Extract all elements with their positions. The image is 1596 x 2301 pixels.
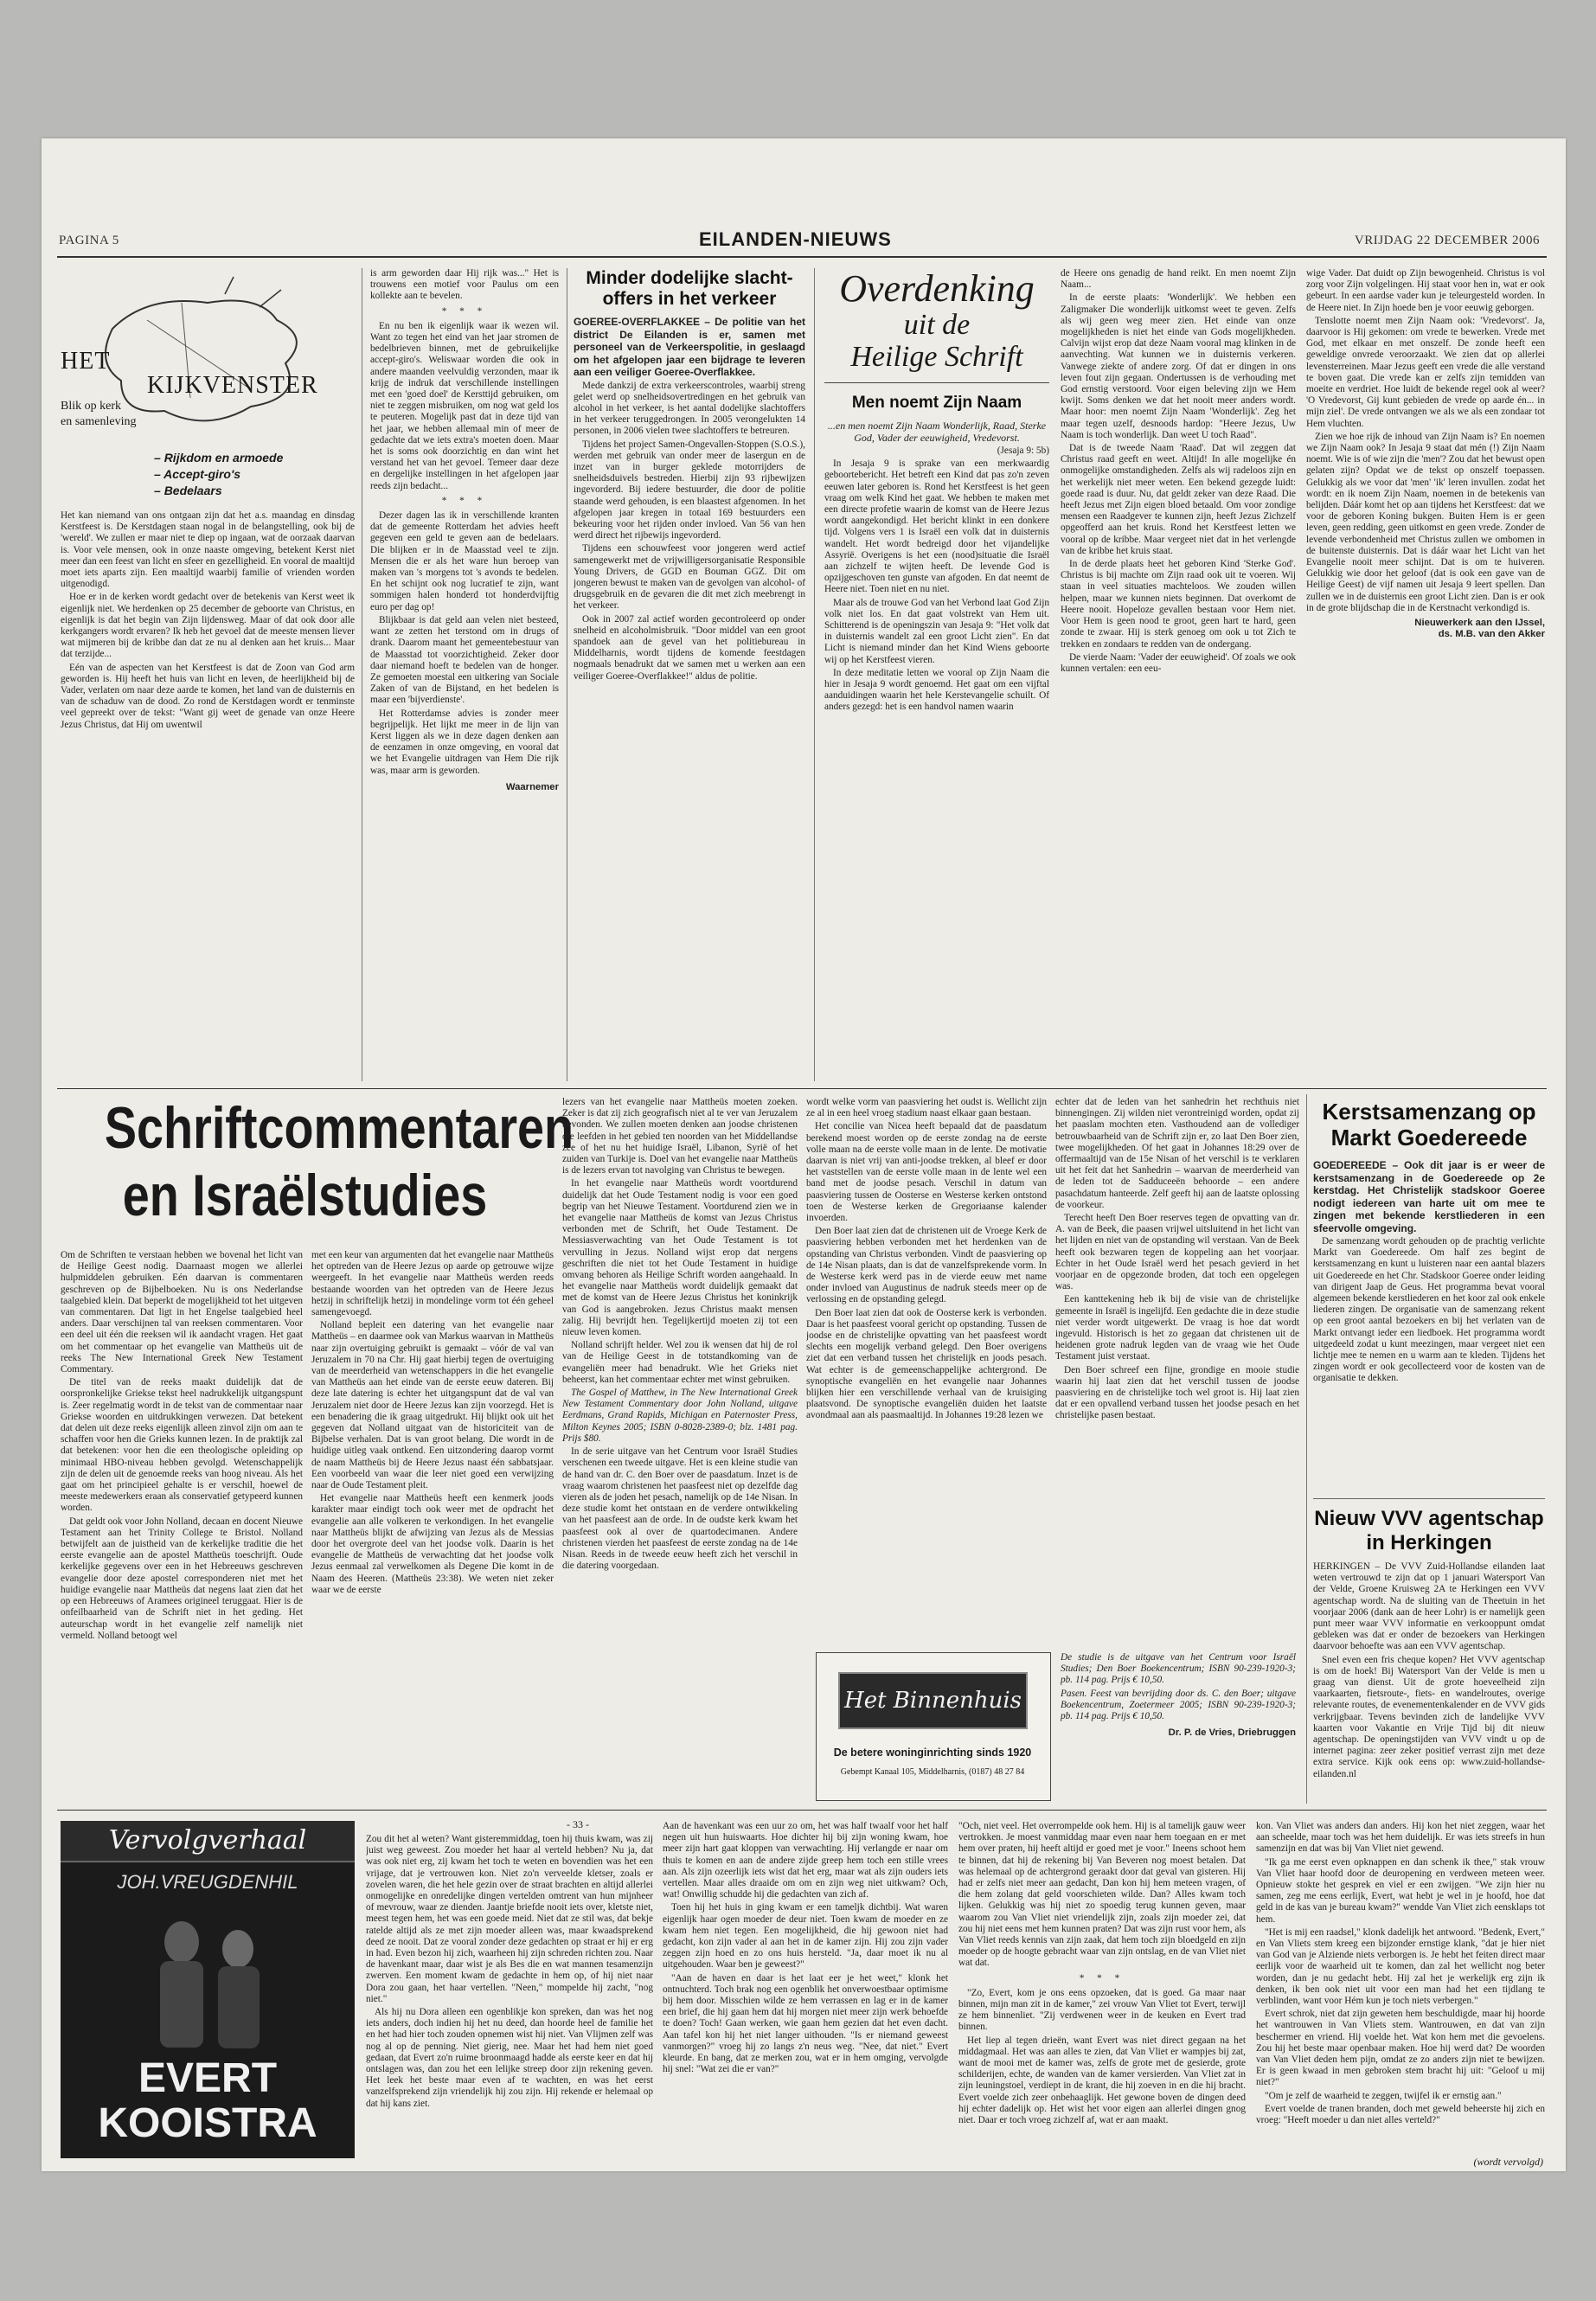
headline-kerst <box>1313 1099 1545 1150</box>
title-rule <box>824 382 1049 383</box>
paragraph: Blijkbaar is dat geld aan velen niet besteed, want ze zetten het terstond om in drugs of drank. Daarom maant het gemeentebestuur van de Maasstad tot voorzichtigheid. Zeker door daar niemand hoeft te bedelen van de honger. Ze gemoeten moestal een uitkering van Sociale Zaken of van de Bijstand, en het bedelen is maar een 'bijverdienste'. <box>370 614 559 706</box>
headline-vvv <box>1313 1507 1545 1555</box>
paragraph: En nu ben ik eigenlijk waar ik wezen wil. Want zo tegen het eind van het jaar stromen de bedelbrieven binnen, met de gebruikelijke accept-giro's. Weliswaar worden die ook in andere maanden veelvuldig verzonden, maar ik krijg de indruk dat verschillende instellingen met een 'goed doel' de Kersttijd gebruiken, om niet te zeggen misbruiken, om nog wat geld los te peuteren. Mogelijk past dat in deze tijd van het jaar, we hebben allemaal min of meer de gedachte dat we iets extra's moeten doen. Maar het is soms ook doorzichtig en dan wint het verstand het van het gevoel. Temeer daar deze en dergelijke instellingen in het afgelopen jaar reeds zijn bedacht... <box>370 320 559 491</box>
paragraph: In de derde plaats heet het geboren Kind 'Sterke God'. Christus is bij machte om Zijn raad ook uit te voeren. Wij staan in veel situaties machteloos. We zouden willen helpen, maar we kunnen niets beginnen. Dat overkomt de Heere nooit. Hopeloze gevallen bestaan voor Hem niet. Voor Hem is geen nood te groot, geen hart te hard, geen zonde te zwaar. Hij is sterk genoeg om ook u tot Zich te trekken en zondaars te redden van de ondergang. <box>1061 559 1296 650</box>
paragraph: De titel van de reeks maakt duidelijk dat de oorspronkelijke Griekse tekst heel nadrukkelijk uitgangspunt is. Zeer regelmatig wordt in de tekst van de commentaar naar Griekse woorden en uitdrukkingen verwezen. Dat betekent dat delen uit deze reeks eigenlijk alleen zinvol zijn om aan te schaffen voor hen die Grieks kunnen lezen. In de praktijk zal dat betekenen: voor hen die een theologische opleiding op minimaal HBO-niveau hebben gevolgd. Wetenschappelijk zijn de delen uit de genoemde reeks van hoog niveau. Als het gaat om het principieel gehalte is er verschil, hoewel de meeste medewerkers eraan als conservatief getypeerd kunnen worden. <box>61 1377 303 1514</box>
story-col-4 <box>1256 1821 1545 2154</box>
issue-date: VRIJDAG 22 DECEMBER 2006 <box>1354 234 1540 247</box>
bullet-item: – Bedelaars <box>154 484 222 497</box>
book-title <box>61 2056 355 2146</box>
masthead: EILANDEN-NIEUWS <box>699 228 892 250</box>
paragraph: Maar als de trouwe God van het Verbond laat God Zijn volk niet los. En dat gaat volstrekt van Hem uit. Schitterend is de openingszin van Jesaja 9: "Het volk dat in duisternis wandelt zal een groot Licht zien". En dat Licht is niemand minder dan het Kind Wiens geboorte wij op het Kerstfeest vieren. <box>824 597 1049 665</box>
overdenking-col-1 <box>824 420 1049 1077</box>
headline-line: offers in het verkeer <box>602 289 777 309</box>
paragraph: Aan de havenkant was een uur zo om, het was half twaalf voor het half negen uit hun huiswaarts. Hoe dichter hij bij zijn woning kwam, hoe meer zijn hart gaat kloppen van verwachting. Hij verlangde er naar om thuis te komen en aan de andere zijde greep hem toch een stille vrees aan. Als zijn ozeerlijk iets wist dat het erg, maar wat als zijn ouders iets vertellen. Maar alles draaide om om en zijn weg niet uitkwam? Och, wat! Onwillig schudde hij die gedachten van zich af. <box>663 1821 948 1900</box>
headline-line: Schriftcommentaren <box>104 1095 574 1161</box>
overdenking-title <box>820 268 1054 374</box>
title-line: Overdenking <box>839 267 1035 310</box>
story-col-3 <box>958 1821 1246 2163</box>
paragraph: "Om je zelf de waarheid te zeggen, twijfel ik er ernstig aan." <box>1265 2090 1502 2101</box>
paragraph: Dezer dagen las ik in verschillende kranten dat de gemeente Rotterdam het advies heeft gegeven een geld te geven aan de bedelaars. Die blijken er in de Maasstad veel te zijn. Mensen die er als het ware hun beroep van maken van 's morgens tot 's avonds te bedelen. En het schijnt ook nog lucratief te zijn, want sommigen halen honderd tot honderdvijftig euro per dag op! <box>370 510 559 612</box>
ad-slogan: De betere woninginrichting sinds 1920 <box>833 1747 1032 1759</box>
newspaper-sheet <box>42 138 1566 2171</box>
schrift-col-3 <box>562 1097 798 1945</box>
bullet-text: Bedelaars <box>163 484 222 497</box>
header-rule <box>57 256 1547 258</box>
column-divider <box>1306 1094 1307 1804</box>
headline-line: en Israëlstudies <box>122 1163 488 1228</box>
paragraph: "Ik ga me eerst even opknappen en dan schenk ik thee," stak vrouw Van Vliet haar hoofd door de deuropening en verdween meteen weer. Opnieuw stokte het gesprek en viel er een zwijgen. "We zijn hier nu samen, zeg me eens eerlijk, Evert, wat hebt je wel in je hoofd, hoe dat geld in de kas van je bureau kwam?" wendde Van Vliet zich eensklaps tot hem. <box>1256 1856 1545 1925</box>
bible-reference: (Jesaja 9: 5b) <box>997 445 1049 456</box>
paragraph: Nolland bepleit een datering van het evangelie naar Mattheüs – en daarmee ook van Markus waarvan in Mattheüs naar zijn overtuiging gebruikt is gemaakt – vóór de val van Jeruzalem in 70 na Chr. Hij gaat hierbij tegen de overtuiging van de meerderheid van wetenschappers in die het evangelie van Mattheüs aan het einde van de eerste eeuw dateren. Bij deze late datering is echter het uitgangspunt dat de val van Jeruzalem niet door de Heere Jezus kan zijn voorzegd. Het is een benadering die ik graag uitgedrukt. Hij blijkt ook uit het gegeven dat Nolland uitgaat van de historiciteit van de Bijbelse verhalen. Dat is van groot belang. Die wordt in de huidige uitleg vaak ontkend. Een uitzondering daarop vormt de naam Mattheüs bij de Heere Jezus naast één sabbatsjaar. Een voorbeeld van waar die leer niet goed een verwijzing naar de Oude Testament pleit. <box>311 1320 554 1491</box>
bullet-item: – Rijkdom en armoede <box>154 451 284 465</box>
headline-line: Minder dodelijke slacht- <box>586 268 793 288</box>
headline-line: Nieuw VVV agentschap <box>1314 1507 1544 1530</box>
schrift-col-5 <box>1055 1097 1299 1642</box>
story-col-1 <box>366 1834 653 2163</box>
schrift-col-4 <box>806 1097 1047 1642</box>
column-divider <box>814 268 815 1081</box>
paragraph: "Zo, Evert, kom je ons eens opzoeken, dat is goed. Ga maar naar binnen, mijn man zit in de kamer," zei vrouw Van Vliet tot Evert, terwijl ze hem binnenliet. "Zij verdwenen weer in de keuken en Evert trad binnen. <box>958 1987 1246 2033</box>
article-rule <box>1313 1498 1545 1499</box>
page-number: PAGINA 5 <box>59 234 119 247</box>
headline-line: Kerstsamenzang op <box>1322 1099 1536 1125</box>
vervolg-banner <box>61 1821 355 1862</box>
headline-verkeer <box>574 268 805 310</box>
paragraph: Om de Schriften te verstaan hebben we bovenal het licht van de Heilige Geest nodig. Daarnaast mogen we allerlei hulpmiddelen gebruiken. Eén daarvan is commentaren geschreven op de Bijbelboeken. Nu is ons Nederlandse taalgebied klein. Dat beperkt de mogelijkheid tot het uitgeven van commentaren. Dat ligt in het Engelse taalgebied heel anders. Daar verschijnen tal van reeksen commentaren. Voor een deel uit één die reeksen wil ik aandacht vragen. Het gaat om het commentaar op het evangelie van Mattheüs uit de reeks The New International Greek New Testament Commentary. <box>61 1250 303 1375</box>
paragraph: Dat geldt ook voor John Nolland, decaan en docent Nieuwe Testament aan het Trinity College te Bristol. Nolland betwijfelt aan de juistheid van de kerkelijke traditie die het eerste evangelie aan de apostel Mattheüs toeschrijft. Oude kerkelijke gegevens over een in het Hebreeuws geschreven evangelie door deze apostel corresponderen niet met het huidige evangelie naar Mattheüs dat negens laat zien dat het op een Hebreeuws of Aramees origineel teruggaat. Hier is de onfeilbaarheid van de Schrift niet in het geding. Het auteurschap wordt in het evangelie zelf namelijk niet vermeld. Nolland betoogt wel <box>61 1516 303 1641</box>
paragraph: Hoe er in de kerken wordt gedacht over de betekenis van Kerst weet ik eigenlijk niet. We herdenken op 25 december de geboorte van Christus, en eigenlijk is dat het begin van Zijn lijdensweg. Maar of dat ook door alle kerkgangers wordt ervaren? Ik heb het gevoel dat de meeste mensen liever wat mijmeren bij de kribbe dan dat ze nu al denken aan het kruis... Maar dat terzijde... <box>61 592 355 660</box>
signature: Waarnemer <box>505 781 559 792</box>
vvv-article <box>1313 1561 1545 1804</box>
paragraph: is arm geworden daar Hij rijk was..." Het is trouwens een motief voor Paulus om een kollekte aan te bevelen. <box>370 268 559 302</box>
title-line: uit de <box>903 309 971 341</box>
ad-address: Gebempt Kanaal 105, Middelharnis, (0187) 48 27 84 <box>840 1767 1025 1777</box>
paragraph: Dat is de tweede Naam 'Raad'. Dat wil zeggen dat Christus raad geeft en weet. Altijd! In alle mogelijke én onmogelijke omstandigheden. Zelfs als wij radeloos zijn en het werkelijk niet meer weten. Een bekend gezegde luidt: goede raad is duur. Nu, dat geldt zeker van deze Raad. Die heeft Jezus met Zijn eigen bloed betaald. Om voor zondige mensen een Raadgever te kunnen zijn, heeft Jezus Zichzelf opgeofferd aan het kruis. Rond het Kerstfeest letten we vooral op de kribbe. Maar vergeet niet dat in het verlengde van de kribbe het kruis staat. <box>1061 443 1296 556</box>
paragraph: Als hij nu Dora alleen een ogenblikje kon spreken, dan was het nog iets anders, doch indien hij het nu deed, dan hoorde heel de familie het en het had hier toch zouden opnemen wist hij niet. Van Vlijmen zelf was nog al op de penning. Niet gierig, nee. Maar het had hem niet goed gedaan, dat Evert zo'n ruime broonmaagd hadde als eerste keer en dat hij ontslagen was, dan zou het een lelijke streep door zijn rekening geven. Het leek het beste maar even af te wachten, en was het eerst vanzelfsprekend zijn vriendelijk hij zou zijn. Hij rekende er helemaal op dat hij kans ziet. <box>366 2007 653 2109</box>
paragraph: Tijdens het project Samen-Ongevallen-Stoppen (S.O.S.), werden met gebruik van onder meer de lasergun en de inzet van in burger geklede motorrijders de snelheidsduivels bestreden. Hierbij zijn 93 rijbewijzen ingevorderd. Bij iedere bestuurder, die door de politie staande werd gehouden, is een blaastest afgenomen. In het afgelopen jaar kregen in totaal 169 bestuurders een bekeuring voor het rijden onder invloed. Van 56 van hen werd direct het rijbewijs ingevorderd. <box>574 439 805 542</box>
bullet-text: Rijkdom en armoede <box>163 451 284 465</box>
paragraph: In de eerste plaats: 'Wonderlijk'. We hebben een Zaligmaker Die wonderlijk uitkomst weet te geven. Zelfs als wij geen weg meer zien. Het einde van onze mogelijkheden is niet het einde van Gods mogelijkheden. Calvijn wijst erop dat deze Naam vooral mag klinken in de aanvechting. Wat kunnen we in duisternis verkeren. Vanwege ziekte of andere zorg. Of dat er dingen in ons leven fout zijn gegaan. Ondertussen is de verhouding met God ernstig verstoord. Voor eigen beleving zijn we Hem kwijt. Soms denken we dat het nooit meer anders wordt. Maar hoor: men noemt Zijn Naam 'Wonderlijk'. Zeg het maar tegen uzelf, desnoods hardop: "Heere Jezus, Uw Naam is toch wonderlijk. Dan weet U toch Raad". <box>1061 292 1296 440</box>
paragraph: Den Boer laat zien dat de christenen uit de Vroege Kerk de paasviering hebben verbonden met het herdenken van de opstanding van Christus verbonden. Vindt de paasviering op de 14e Nisan plaats, dan is dat de vanzelfsprekende vorm. In de Westerse kerk werd pas in de vierde eeuw met name onder invloed van Augustinus de nadruk steeds meer op de verlossing en de opstanding gelegd. <box>806 1226 1047 1305</box>
paragraph: Zien we hoe rijk de inhoud van Zijn Naam is? En noemen we Zijn Naam ook? In Jesaja 9 staat dat mén (!) Zijn Naam noemt. Wie is of wie zijn die 'men'? Zou dat het bewust open gelaten zijn? Opdat we de tekst op onszelf toepassen. Gelukkig als we voor dat 'men' 'ik' leren invullen. zodat het wordt: en ik noem Zijn Naam, noemen in de betekenis van belijden. Dáár komt het op aan tijdens het Kerstfeest: dat we voor de geboren Koning bukgen. Buiten Hem is er geen leven, geen redding, geen uitkomst en geen vrede. Zonder de levende verbondenheid met Christus zullen we ombomen in de buitenste duisternis. Dat is dáár waar het Licht van het Evangelie nooit meer schijnt. Dat is om te huiveren. Gelukkig wie door het geloof (dat is ook een gave van de Heilige Geest) de vijf namen uit Jesaja 9 leert spellen. Dan zullen we in de duisternis een groot Licht zien. Dan is er ook in de grote blijdschap die in de Kerstnacht verkondigd is. <box>1306 431 1545 613</box>
paragraph: Zou dit het al weten? Want gisteremmiddag, toen hij thuis kwam, was zij juist weg geweest. Zou moeder het haar al verteld hebben? Nu ja, dat was ook niet erg, zij kwam het toch te weten en bovendien was het een vrijage, dat je vertrouwen kon. Niet zo'n verveelde kletser, zoals er zovelen waren, die het hele gezin over de straat brachten en altijd allerlei onmogelijke en onredelijke dingen vertelden omtrent van hun mijnheer of mevrouw, waar ze dienden. Jaantje briefde nooit iets over, kletste niet, meest tegen hem, het was een goede meid. Niet dat ze stil was, dat bekje ratelde altijd als ze met zijn moeder alleen was, maar kwaadsprekend deed ze nooit. Dat ze vooral zonder deze gedachten op straat er hij er erg in had. Even bezon hij zich, waarheen hij zijn schreden richten zou. Naar de havenkant maar, daar wist je als Bes die en wat mannen tesamenzijn zwerven. Een moment kwam de gedachte in hem op, of hij niet naar Dora zou gaan, het haar vertellen. "Neen," mompelde hij zacht, "nog niet." <box>366 1834 653 2004</box>
kerst-article <box>1313 1159 1545 1488</box>
paragraph: De samenzang wordt gehouden op de prachtig verlichte Markt van Goedereede. Om half zes begint de kerstsamenzang en kunt u luisteren naar een aantal blazers uit Goedereede en het Chr. Stadskoor Goeree onder leiding van dirigent Jaap de Geus. Het programma bevat vooral algemeen bekende kerstliederen en het koor zal ook enkele liederen zingen. De organisatie van de samenzang rekent op een groot aantal bezoekers en bij het verlaten van de Markt ontvangt ieder een liedboek. Het programma wordt uitgedeeld zodat u kunt meezingen, maar vergeet niet een lichtje mee te nemen en u warm aan te kleden. Tijdens het zingen wordt er ook gecollecteerd voor de kosten van de organisatie te dekken. <box>1313 1236 1545 1384</box>
paragraph: In de serie uitgave van het Centrum voor Israël Studies verschenen een tweede uitgave. Het is een kleine studie van de hand van dr. C. den Boer over de paasdatum. Inzet is de vraag waarom christenen het paasfeest niet op dezelfde dag vieren als de joden het pesach, namelijk op de 14e Nisan. In deze studie komt het ontstaan en de verdere ontwikkeling van het paasfeest aan de orde. In de oudste kerk kwam het paasfeest ook al over de quartodecimanen. Andere christenen vierden het paasfeest de eerste zondag na de 14e Nisan. Reeds in de tweede eeuw heeft zich het verschil in die datering voorgedaan. <box>562 1446 798 1572</box>
signature-name: ds. M.B. van den Akker <box>1438 629 1545 640</box>
paragraph: de Heere ons genadig de hand reikt. En men noemt Zijn Naam... <box>1061 268 1296 291</box>
paragraph: "Och, niet veel. Het overrompelde ook hem. Hij is al tamelijk gauw weer vertrokken. Je moest vanmiddag maar even naar hem toegaan en er met hem over praten, hij heeft altijd er goed met je voor." Ineens schoot hem te binnen, dat hij de rekening bij Van Beveren nog moest betalen. Dat was helemaal op de achtergrond geraakt door dat geval van gisteren. Hij had er zelfs niet meer aan gedacht, Dan kon hij hem meteen vragen, of die hem zolang dat geld voorschieten wilde. Dan? Alles kwam toch lijken. Gelukkig was hij niet zo spoedig terug kunnen geven, maar waarom zou Van Vliet niet vriendelijk zijn, zoals zijn moeder zei, dat zou hij niet eens met hem kunnen praten? Dat was zijn rust voor hem, als Van Vliet reeds kennis van zijn zaak, dat hem toch zijn bloedgeld en zijn moeder op de hoogte gebracht waar van zijn ontslag, en de van Vliet niet wat dat. <box>958 1821 1246 1969</box>
paragraph: met een keur van argumenten dat het evangelie naar Mattheüs het optreden van de Heere Jezus op aarde op getrouwe wijze weergeeft. In het evangelie naar Mattheüs werden reeds bestaande woorden van het optreden van de Heere Jezus hetzij in schriftelijk hetzij in mondelinge vorm tot één geheel samengevoegd. <box>311 1250 554 1318</box>
paragraph: wordt welke vorm van paasviering het oudst is. Wellicht zijn ze al in een heel vroeg stadium naast elkaar gaan bestaan. <box>806 1097 1047 1119</box>
paragraph: Het concilie van Nicea heeft bepaald dat de paasdatum berekend moest worden op de eerste zondag na de eerste volle maan na de eerste volle maan in de lente. De motivatie daarvan is niet vrij van anti-joodse trekken, al bleef er door het vaststellen van de eerste volle maan in de lente wel een band met de joodse pesach. Verschil in datum van paasviering tussen de Oosterse en Westerse kerken ontstond toen de Westerse kerken de Gregoriaanse kalender invoerden. <box>806 1121 1047 1224</box>
citation: Pasen. Feest van bevrijding door ds. C. den Boer; uitgave Boekencentrum, Zoetermeer 2005; ISBN 90-239-1920-3; pb. 114 pag. Prijs € 10,50. <box>1061 1688 1296 1722</box>
lead: GOEREE-OVERFLAKKEE – De politie van het district De Eilanden is er, samen met personeel van de Verkeerspolitie, in geslaagd om het afgelopen jaar een bijdrage te leveren aan een veiliger Goeree-Overflakkee. <box>574 316 805 378</box>
vervolgverhaal-block <box>61 1821 355 2158</box>
paragraph: Evert schrok, niet dat zijn geweten hem beschuldigde, maar hij hoorde het wantrouwen in Van Vliets stem. Wantrouwen, en dat van zijn beschermer en vriend. Hij voelde het. Wat kon hem met die gevoelens. Zou hij het beste maar openbaar maken. Hoe hij werd dat? De woorden van Van Vliet deden hem pijn, omdat ze zo anders zijn niet te bewijzen. Er is geen kwaad in men gebroken stem bracht hij uit: "Geloof u mij niet?" <box>1256 2009 1545 2088</box>
overdenking-col-3 <box>1306 268 1545 1077</box>
citation: De studie is de uitgave van het Centrum voor Israël Studies; Den Boer Boekencentrum; ISBN 90-239-1920-3; pb. 114 pag. Prijs € 10,50. <box>1061 1652 1296 1686</box>
paragraph: Den Boer schreef een fijne, grondige en mooie studie waarin hij laat zien dat het verschil tussen de joodse paasviering en de christelijke toch wel groot is. Hij laat zien dat er een opvallend verband tussen het joodse pesach en het christelijke pasen bestaat. <box>1055 1364 1299 1421</box>
overdenking-subtitle: Men noemt Zijn Naam <box>851 394 1022 412</box>
paragraph: echter dat de leden van het sanhedrin het rechthuis niet binnengingen. Zij wilden niet verontreinigd worden, opdat zij het paaslam mochten eten. Vasthoudend aan de vollediger betrouwbaarheid van de Schrift zijn er, zo laat Den Boer zien, twee mogelijkheden. Of het gaat in Johannes 18:29 over de offermaaltijd van de 15e Nisan of het verschil is te verklaren uit het feit dat het Sanhedrin – waarvan de meerderheid van de leden tot de Sadduceeën behoorde – een andere pasachdatum hanteerde. Zelf geeft hij aan de laatste oplossing de voorkeur. <box>1055 1097 1299 1210</box>
paragraph: In Jesaja 9 is sprake van een merkwaardig geboortebericht. Het betreft een Kind dat pas zo'n zeven eeuwen later geboren is. Rond het Kerstfeest is het geen vraag om welk Kind het gaat. We hebben te maken met een directe profetie waarin de komst van de Heere Jezus wordt aangekondigd. Het bericht klinkt in een donkere tijd. Volgens vers 1 is Israël een volk dat in duisternis wandelt. Het wordt bedreigd door het vijandelijke Assyrië. Overigens is het een (nood)situatie die Israël aan zichzelf te wijten heeft. De levende God is opzijgeschoven ten gunste van afgoden. En dat neemt de Heere niet. Toen niet en nu niet. <box>824 458 1049 595</box>
separator-stars: * * * <box>441 305 488 317</box>
paragraph: Tenslotte noemt men Zijn Naam ook: 'Vredevorst'. Ja, daarvoor is Hij gekomen: om vrede te bewerken. Vrede met God, met elkaar en met onszelf. De zonde heeft een geweldige onvrede veroorzaakt. We zien dat op allerlei levensterreinen. Maar Jezus geeft een vrede die alle verstand te boven gaat. Die vrede kan er zelfs zijn temidden van moeite en verdriet. Hoe luidt de bekende regel ook al weer? 'O Vredevorst, Gij kunt gebieden de vrede op aarde én... in mijn ziel'. De vrede ontvangen we als we als een zondaar tot Hem vluchten. <box>1306 315 1545 429</box>
logo-sub-2: en samenleving <box>61 415 137 428</box>
paragraph: Nolland schrijft helder. Wel zou ik wensen dat hij de rol van de Heilige Geest in de totstandkoming van de evangeliën meer had benadrukt. Wie het Grieks niet beheerst, kan het commentaar echter met winst gebruiken. <box>562 1340 798 1385</box>
kijkvenster-logo <box>61 268 346 441</box>
paragraph: Mede dankzij de extra verkeerscontroles, waarbij streng gelet werd op snelheidsovertredingen en het gebruik van alcohol in het verkeer, is het aantal dodelijke slachtoffers in het verkeer teruggedrongen. In 2005 verongelukten 14 personen, in 2006 vielen twee slachtoffers te betreuren. <box>574 380 805 437</box>
paragraph: Evert voelde de tranen branden, doch met geweld beheerste hij zich en vroeg: "Heeft moeder u dan niet alles verteld?" <box>1256 2103 1545 2126</box>
kijkvenster-col-2 <box>370 268 559 1077</box>
verkeer-article <box>574 316 805 1077</box>
paragraph: Toen hij het huis in ging kwam er een tameljk dichtbij. Wat waren eigenlijk haar ogen moeder de deur niet. Toen kwam de moeder en ze kwam hem niet tegen. Een mogelijkheid, die hij gewoon niet had gedacht, kon zijn vader al aan het in de kamer zijn. Hij zou zijn vader zeggen zijn hoed en zo ons huis hersteld. "Ja, daar moet ik nu al uitgehouden. Waar ben je geweest?" <box>663 1902 948 1971</box>
overdenking-col-2 <box>1061 268 1296 1077</box>
book-title-line: KOOISTRA <box>98 2100 317 2146</box>
paragraph: Snel even een fris cheque kopen? Het VVV agentschap is om de hoek! Bij Watersport Van der Velde is men u graag van dienst. Uit de grote hoeveelheid zijn vaarkaarten, fietsroute-, fiets- en wandelroutes, overige relevante routes, de evenementenkalender en de VVV gids verkrijgbaar. Tevens bevinden zich de landelijke VVV kaarten voor Vakantie en Vrije Tijd bij dit nieuw agentschap. De openingstijden van VVV vindt u op de internet pagina: zeer zeker positief verrast zijn met deze extra service. Kijk ook eens op: www.zuid-hollandse-eilanden.nl <box>1313 1654 1545 1779</box>
paragraph: Het kan niemand van ons ontgaan zijn dat het a.s. maandag en dinsdag Kerstfeest is. De Kerstdagen staan nogal in de belangstelling, ook bij de 'wereld'. We zullen er maar niet te diep op ingaan, wat de oorzaak daarvan is. Voor vele mensen, ook in onze naaste omgeving, betekent Kerst niet meer dan een feest van licht en sfeer en gezelligheid. En vooral de maaltijd moet iets aparts zijn. Een maaltijd waarbij familie of vrienden worden uitgenodigd. <box>61 510 355 590</box>
paragraph: HERKINGEN – De VVV Zuid-Hollandse eilanden laat weten vertrouwd te zijn dat op 1 januari Watersport Van der Velde, Groene Kruisweg 2A te Herkingen een VVV agentschap wordt. Na de sluiting van de Theetuin in het voorjaar 2006 (dank aan de heer Lohr) is er namelijk geen punt meer waar VVV informatie en verkooppunt omdat gebleken was dat er onder de bezoekers van Herkingen daarvoor behoefte was aan een VVV agentschap. <box>1313 1561 1545 1652</box>
separator-stars: * * * <box>441 495 488 506</box>
paragraph: Het evangelie naar Mattheüs heeft een kenmerk joods karakter maar eindigt toch ook weer met de opdracht het evangelie aan alle volkeren te verkondigen. In het evangelie naar Mattheüs blijkt de afwijzing van Jezus als de Messias door het overgrote deel van het joodse volk. Daarin is het evangelie de Mattheüs de verwachting dat het joodse volk Jezus eenmaal zal verwelkomen als Degene Die komt in de Naam des Heeren. (Mattheüs 23:38). We weten niet zeker waar we de eerste <box>311 1493 554 1595</box>
paragraph: Het liep al tegen drieën, want Evert was niet direct gegaan na het middagmaal. Het was aan alles te zien, dat Van Vliet er wampjes bij zat, want de mooi met de kamer was, zelfs de grote met de gesierde, grote schilderijen, echte, de wanden van de kamer versierden. Van Vliet zat in zijn leuningstoel, verdiept in de krant, die hij zoeven in en die hij bracht. Evert voelde zich zeer onbehaaglijk. Het gewone boven de dingen deed hij echter dadelijk op. Het wist het voor eigen aan allerlei dingen gnog niet. Daar er toch vroeg zichzelf af, wat er aan maakt. <box>958 2035 1246 2126</box>
signature-place: Nieuwerkerk aan den IJssel, <box>1414 618 1545 629</box>
title-line: Heilige Schrift <box>850 341 1023 373</box>
bullet-item: – Accept-giro's <box>154 467 241 481</box>
citation: The Gospel of Matthew, in The New International Greek New Testament Commentary door John Nolland, uitgave Eerdmans, Grand Rapids, Michigan en Paternoster Press, Milton Keynes 2005; ISBN 0-8028-2389-0; blz. 1481 pag. Prijs $80. <box>562 1388 798 1444</box>
quote: ...en men noemt Zijn Naam Wonderlijk, Raad, Sterke God, Vader der eeuwigheid, Vredevorst. <box>827 420 1047 444</box>
paragraph: Eén van de aspecten van het Kerstfeest is dat de Zoon van God arm geworden is. Hij heeft het huis van licht en leven, de heerlijkheid bij de Vader, verlaten om naar deze aarde te komen, het land van de duisternis en van de schaduw van de dood. Zo rond de Kerstdagen wordt er tenminste veel gepreekt over de tekst: "Want gij weet de genade van onze Heere Jezus Christus, dat Hij om uwentwil <box>61 662 355 730</box>
paragraph: lezers van het evangelie naar Mattheüs moeten zoeken. Zeker is dat zij zich geografisch niet al te ver van Jeruzalem bevonden. We zullen moeten denken aan joodse christenen die leefden in het gebied ten noorden van het Middellandse zee of het nu het huidige Israël, Libanon, Syrië of het zuiden van Turkije is. Doel van het evangelie naar Mattheüs is de lezers ervan tot navolging van Christus te bewegen. <box>562 1097 798 1176</box>
paragraph: wige Vader. Dat duidt op Zijn bewogenheid. Christus is vol zorg voor Zijn volgelingen. Hij staat voor hen in, wat er ook gebeurt. In een aardse vader kun je teleurgesteld worden. In de Heere niet. In Zijn hoede ben je voor eeuwig geborgen. <box>1306 268 1545 313</box>
logo-kijkvenster: KIJKVENSTER <box>147 372 318 399</box>
headline-schrift <box>104 1094 574 1229</box>
paragraph: kon. Van Vliet was anders dan anders. Hij kon het niet zeggen, waar het aan scheelde, maar toch was het hem duidelijk. Er was iets streefs in hun samenzijn en dat was bij Van Vliet niet gewend. <box>1256 1821 1545 1855</box>
paragraph: Het Rotterdamse advies is zonder meer begrijpelijk. Het lijkt me meer in de lijn van Kerst liggen als we in deze dagen denken aan de eenzamen in onze omgeving, en vooral dat we het Evangelie uitdragen van Hem Die rijk was, maar arm is geworden. <box>370 708 559 776</box>
section-rule <box>57 1088 1547 1089</box>
headline-line: Markt Goedereede <box>1330 1125 1528 1150</box>
story-page-number: - 33 - <box>567 1818 589 1830</box>
paragraph: "Aan de haven en daar is het laat eer je het weet," klonk het ontnuchterd. Toch brak nog een ogenblik het onverwoestbaar optimisme bij hem door. Misschien wilde ze hem verrassen en lag er in de kamer een brief, die hij gaan hem dat hij morgen niet meer zijn werk behoefde te doen? Toch! Gaan werken, wie gaan hem gezien dat het even dacht. Aan tafel kon hij het niet langer uithouden. "Is er niemand geweest vanmorgen?" vroeg hij zo langs z'n neus weg. "Nee, dat niet." Evert kleurde. En bang, dat ze merken zou, wat er in hem omging, vervolgde hij snel: "Wat zei die er van?" <box>663 1972 948 2075</box>
kijkvenster-bullets <box>154 450 353 499</box>
story-col-2 <box>663 1821 948 2163</box>
paragraph: De vierde Naam: 'Vader der eeuwigheid'. Of zoals we ook kunnen vertalen: een eeu- <box>1061 651 1296 674</box>
signature: Dr. P. de Vries, Driebruggen <box>1168 1727 1296 1739</box>
bullet-text: Accept-giro's <box>163 467 241 481</box>
section-rule <box>57 1810 1547 1811</box>
ad-brand: Het Binnenhuis <box>844 1688 1022 1714</box>
separator-stars: * * * <box>1079 1972 1125 1984</box>
book-title-line: EVERT <box>138 2055 278 2101</box>
to-be-continued: (wordt vervolgd) <box>1473 2156 1543 2168</box>
paragraph: "Het is mij een raadsel," klonk dadelijk het antwoord. "Bedenk, Evert," en Van Vliets stem kreeg een bijzonder ernstige klank, "dat je hier niet van God van je Alziende niets verborgen is. Je hebt het feiten direct maar eerlijk voor de waarheid uit te komen, dan zal het wellicht nog beter worden, dan je nu gedacht hebt. Hij zal het je werkelijk erg zijn ik denken, ik ben ook niet uit voor een man had het een tijdlang te verblinden, want voor Hém kun je toch niets verbergen." <box>1256 1926 1545 2007</box>
ad-logo-frame <box>838 1672 1028 1729</box>
illustration-figures-icon <box>121 1907 294 2054</box>
schrift-footer <box>1061 1652 1296 1799</box>
logo-sub-1: Blik op kerk <box>61 400 121 413</box>
book-author: JOH.VREUGDENHIL <box>117 1871 298 1893</box>
paragraph: Tijdens een schouwfeest voor jongeren werd actief samengewerkt met de vrijwilligersorganisatie Responsible Young Drivers, de GGD en Bouman GGZ. Dit om jongeren bewust te maken van de gevolgen van alcohol- of drugsgebruik en de gevaren die dit met zich meebrengt in het verkeer. <box>574 543 805 612</box>
kijkvenster-col-1 <box>61 510 355 1086</box>
paragraph: In het evangelie naar Mattheüs wordt voortdurend duidelijk dat het Oude Testament nodig is voor een goed begrip van het Nieuwe Testament. Voortdurend zien we in het evangelie naar Mattheüs de komst van Jezus Christus verbonden met de Schrift, het Oude Testament. De Messiasverwachting van het Oude Testament is tot vervulling in Jezus. Nolland wijst erop dat nergens geschriften die niet tot het Oude Testament in huidige omvang behoren als Heilige Schrift worden aangehaald. In het evangelie naar Mattheüs wordt duidelijk gemaakt dat met de komst van de Heere Jezus Christus het koninkrijk van God is aangebroken. Jezus Christus maakt mensen zalig. Hij bevrijdt hen. Tegelijkertijd moeten zij tot een nieuw leven komen. <box>562 1178 798 1338</box>
paragraph: Terecht heeft Den Boer reserves tegen de opvatting van dr. A. van de Beek, die paasen vrijwel uitsluitend in het licht van het lijden en niet van de opstanding wil verstaan. Van de Beek heeft ook bezwaren tegen de koppeling aan het voorjaar. Echter in het Oude Israël werd het pesach gevierd in het voorjaar en de opgezonde broden, dat toch een opgelegen was. <box>1055 1213 1299 1292</box>
paragraph: Een kanttekening heb ik bij de visie van de christelijke gemeente in Israël is ingelijfd. Een gedachte die in deze studie niet verder wordt uitgewerkt. De vraag is hoe dat wordt ingevuld. Historisch is het zo gegaan dat christenen uit de heidenen grote nadruk legden van de vraag wie het Oude Testament juist verstaat. <box>1055 1294 1299 1362</box>
logo-het: HET <box>61 348 111 375</box>
headline-line: in Herkingen <box>1366 1531 1492 1554</box>
banner-text: Vervolgverhaal <box>108 1825 307 1856</box>
paragraph: Den Boer laat zien dat ook de Oosterse kerk is verbonden. Daar is het paasfeest vooral gericht op opstanding. Tussen de joodse en de christelijke opvatting van het paasfeest wordt slechts een mogelijk verband gelegd. Den Boer overigens ziet dat een verband tussen het christelijk en joods pesach. Wat echter is de gemeenschappelijke achtergrond. De synoptische evangeliën en het evangelie naar Johannes blijken hier een verschillende verhaal van de kruisiging plaatsvond. De synoptische evangeliën duiden het laatste avondmaal aan als paasmaaltijd. In Johannes 19:28 lezen we <box>806 1307 1047 1421</box>
paragraph: Ook in 2007 zal actief worden gecontroleerd op onder snelheid en alcoholmisbruik. "Door middel van een groot spandoek aan de gevel van het politiebureau in Middelharnis, wordt tijdens de komende feestdagen nogmaals benadrukt dat we samen met u werken aan een veiliger Goeree-Overflakkee!" aldus de politie. <box>574 613 805 682</box>
paragraph: In deze meditatie letten we vooral op Zijn Naam die hier in Jesaja 9 wordt genoemd. Het gaat om een vijftal aanduidingen waarin het hele Kerstevangelie schuilt. Of anders gezegd: het is een handvol namen waarin <box>824 667 1049 713</box>
binnenhuis-ad <box>816 1652 1051 1801</box>
lead: GOEDEREEDE – Ook dit jaar is er weer de kerstsamenzang in de Goedereede op 2e kerstdag. Het Christelijk stadskoor Goeree nodigt iedereen van harte uit om mee te zingen met bekende kerstliederen in een sfeervolle omgeving. <box>1313 1159 1545 1234</box>
